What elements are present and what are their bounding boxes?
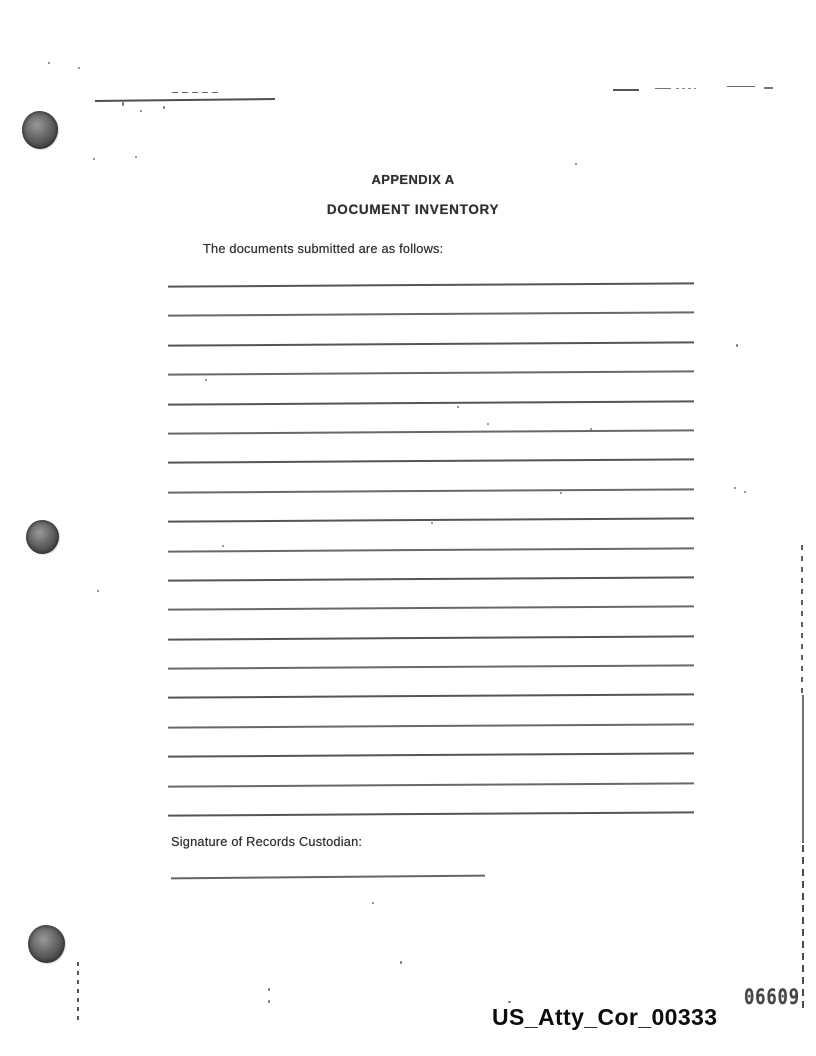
signature-line <box>171 875 485 880</box>
scan-speck <box>268 1000 270 1003</box>
scan-speck <box>431 522 433 524</box>
ruled-line <box>168 341 694 346</box>
scan-speck <box>78 67 80 69</box>
scan-edge-fragment <box>727 86 755 87</box>
intro-text: The documents submitted are as follows: <box>203 241 444 256</box>
hole-punch <box>28 925 65 963</box>
ruled-line <box>168 400 694 405</box>
ruled-line <box>168 606 694 611</box>
scan-margin-dashes <box>802 695 804 843</box>
scan-speck <box>560 492 562 494</box>
scan-speck <box>205 379 207 381</box>
scan-speck <box>575 163 577 165</box>
scan-edge-fragment <box>764 87 773 89</box>
inventory-subtitle: DOCUMENT INVENTORY <box>326 202 500 217</box>
scan-speck <box>736 344 738 347</box>
ruled-line <box>168 664 694 669</box>
ruled-line <box>168 635 694 640</box>
scan-speck <box>97 590 99 592</box>
scan-speck <box>487 423 489 425</box>
scan-speck <box>457 406 459 408</box>
bates-number: US_Atty_Cor_00333 <box>492 1004 718 1030</box>
scan-margin-dashes <box>77 962 79 1020</box>
scan-speck <box>163 106 165 109</box>
hole-punch <box>26 520 59 554</box>
scan-speck <box>135 156 137 158</box>
ruled-line <box>168 429 694 434</box>
ruled-line <box>168 811 694 816</box>
appendix-title: APPENDIX A <box>371 172 455 187</box>
ruled-line <box>168 576 694 581</box>
scan-speck <box>734 487 736 489</box>
ruled-line <box>168 782 694 787</box>
ruled-line <box>168 312 694 317</box>
ruled-line <box>168 547 694 552</box>
ruled-line <box>168 753 694 758</box>
scan-speck <box>48 62 50 64</box>
scan-margin-dashes <box>802 845 804 1010</box>
scan-margin-dashes <box>801 545 803 693</box>
scan-edge-fragment <box>172 92 222 93</box>
stamp-number: 06609 <box>744 985 800 1009</box>
ruled-line <box>168 488 694 493</box>
scan-speck <box>140 110 142 112</box>
ruled-line <box>168 723 694 728</box>
signature-label: Signature of Records Custodian: <box>171 834 363 849</box>
ruled-line <box>168 371 694 376</box>
ruled-line <box>168 459 694 464</box>
scan-speck <box>744 491 746 493</box>
scan-speck <box>268 988 270 991</box>
scan-edge-fragment <box>613 89 639 91</box>
scan-speck <box>372 902 374 904</box>
scan-speck <box>93 158 95 160</box>
scan-edge-fragment <box>655 88 671 89</box>
ruled-line <box>168 282 694 287</box>
scan-speck <box>508 1001 511 1003</box>
scan-speck <box>590 428 592 430</box>
scan-speck <box>400 961 402 964</box>
ruled-line <box>168 694 694 699</box>
scan-speck <box>122 102 124 106</box>
scan-speck <box>222 545 224 547</box>
hole-punch <box>22 111 58 149</box>
ruled-lines <box>168 284 694 842</box>
scan-edge-fragment <box>676 88 696 89</box>
